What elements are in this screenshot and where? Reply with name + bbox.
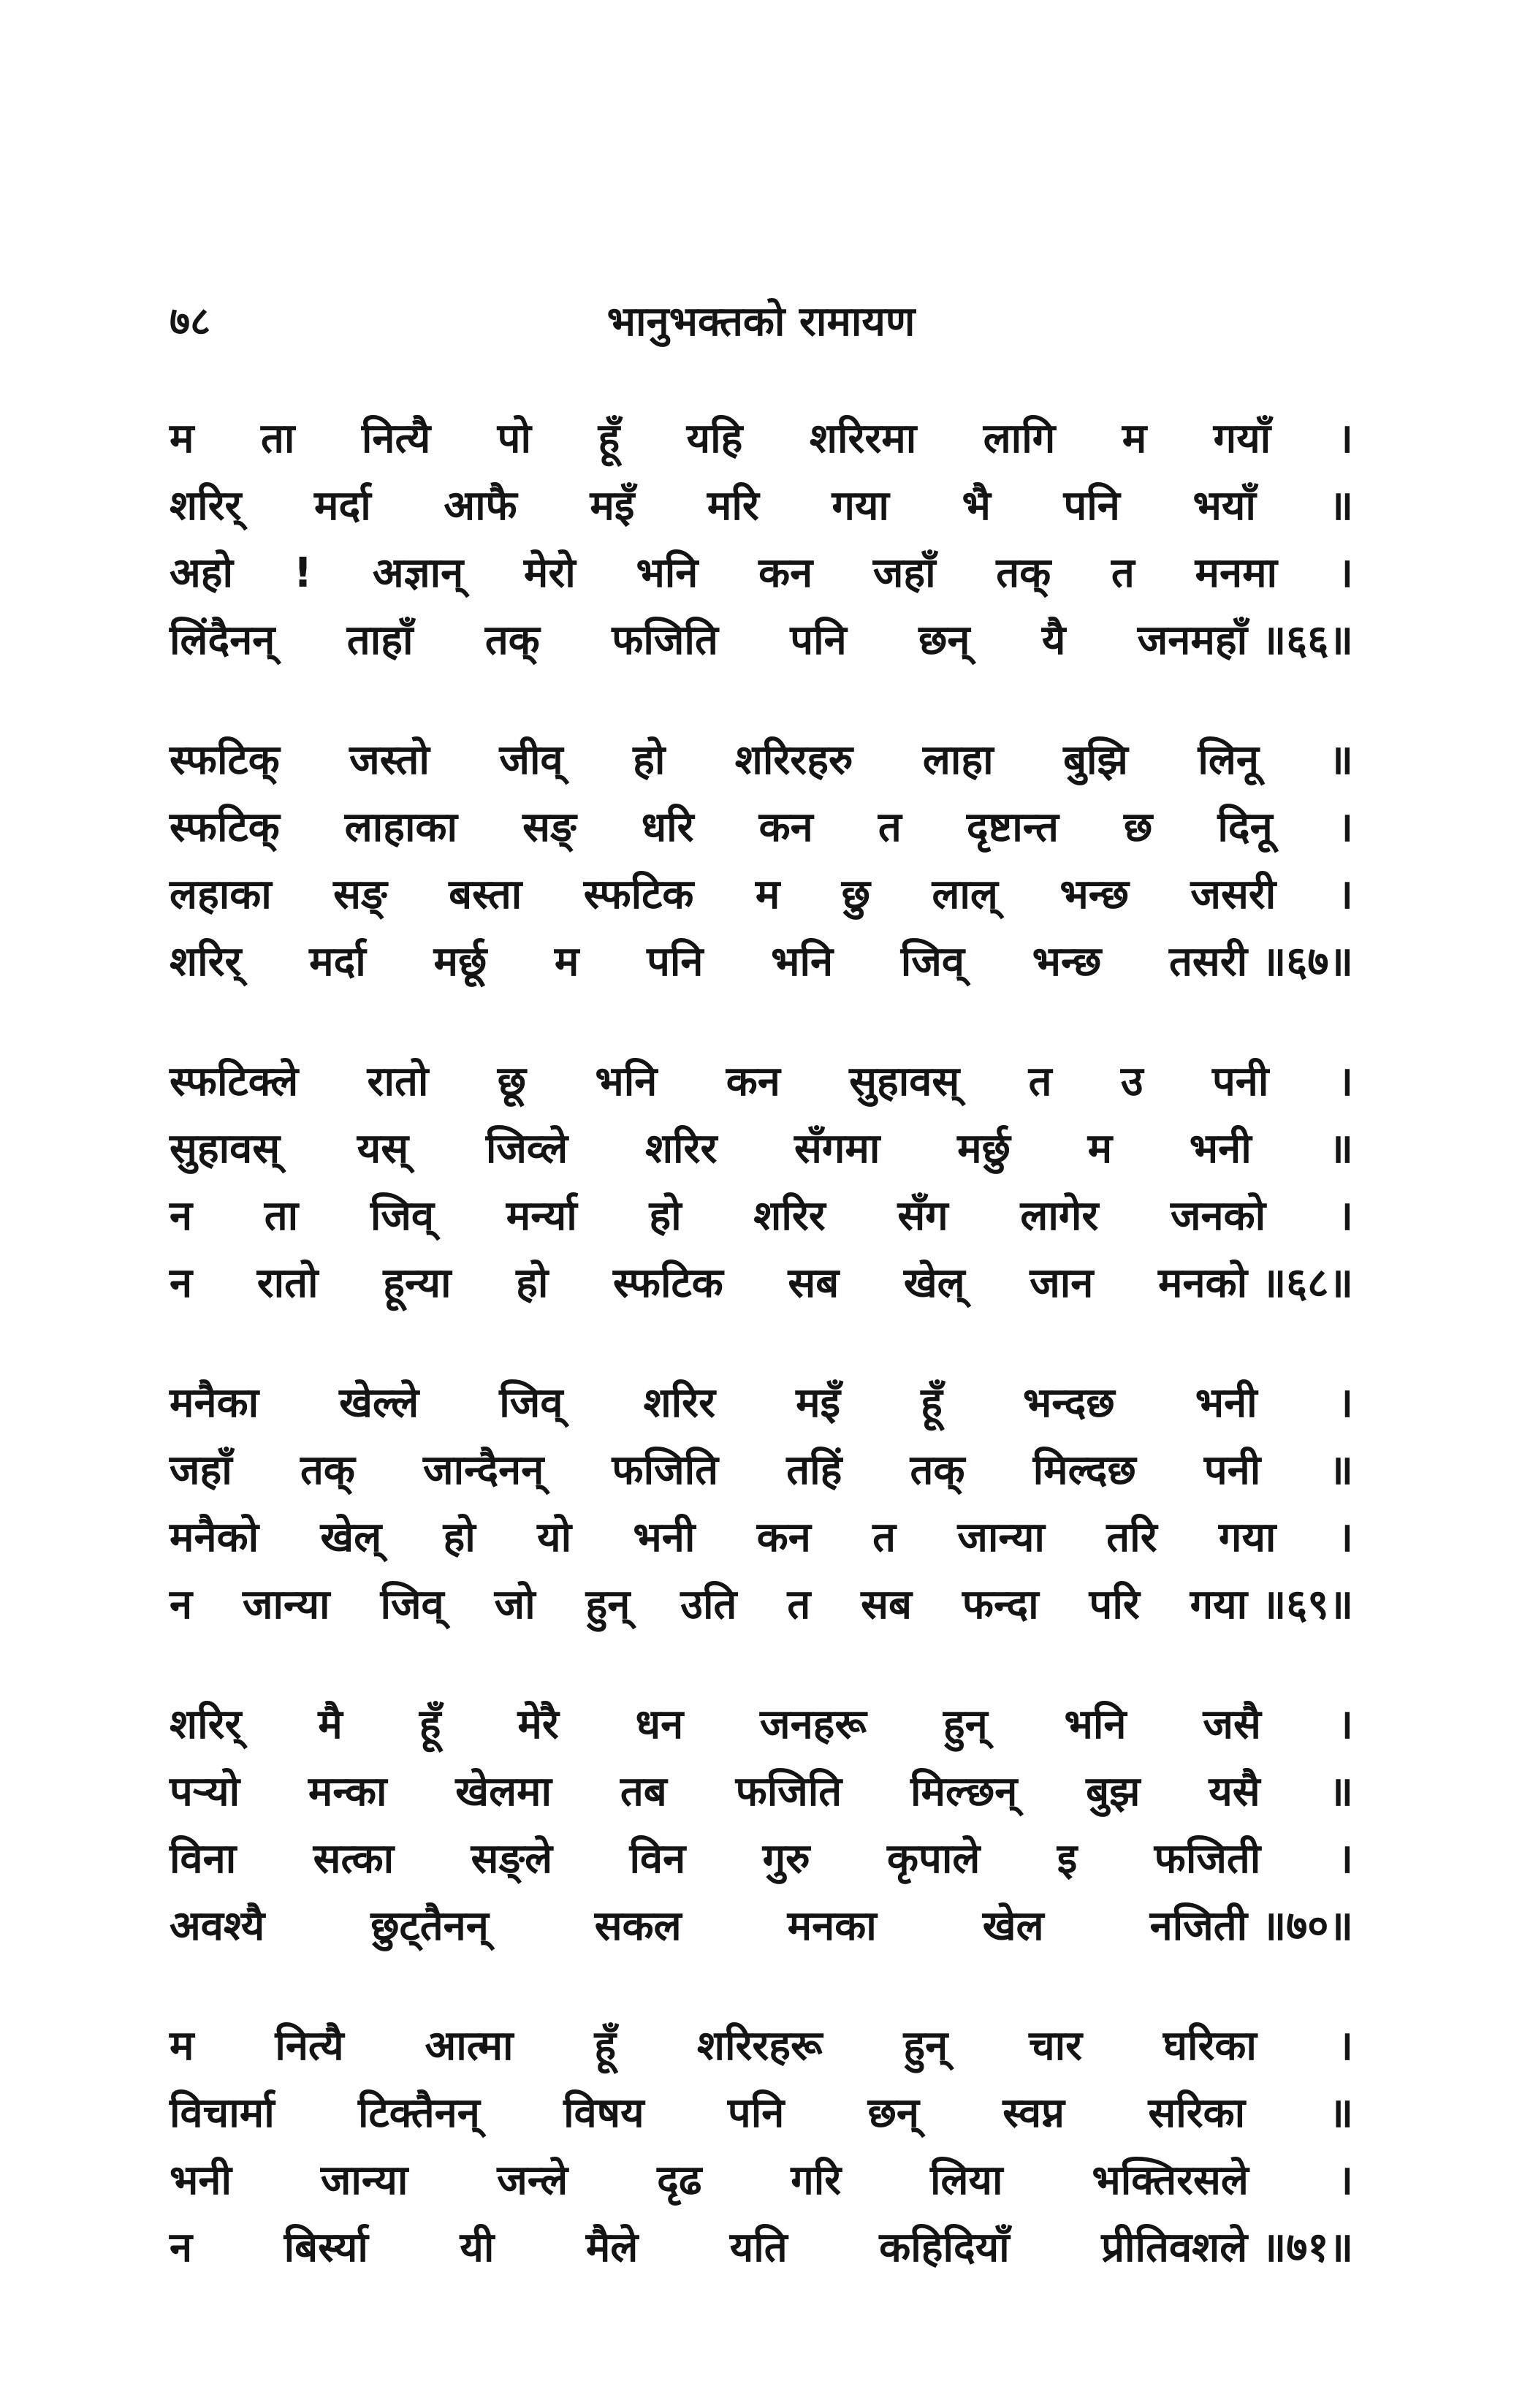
verse-word: छन् xyxy=(918,617,970,664)
verse-word: सङ् xyxy=(333,871,387,918)
verse-word: भनी xyxy=(1189,1125,1252,1173)
verse-stanza-66 xyxy=(170,409,1353,678)
verse-word: छन् xyxy=(867,2089,919,2137)
verse-word: खेल xyxy=(982,1902,1044,1950)
verse-word: ता xyxy=(260,415,295,462)
verse-word: छू xyxy=(497,1058,527,1105)
verse-word: गुरु xyxy=(762,1835,810,1883)
verse-word: रातो xyxy=(256,1260,319,1307)
verse-word: । xyxy=(1337,1379,1353,1427)
verse-word: सङ् xyxy=(522,804,577,851)
verse-word: लहाका xyxy=(170,871,272,918)
verse-word: म xyxy=(755,871,780,918)
verse-line xyxy=(170,544,1353,611)
verse-word: तक् xyxy=(910,1447,965,1494)
verse-word: हुन् xyxy=(585,1581,631,1628)
verse-word: ॥ xyxy=(1328,2089,1353,2137)
verse-word: यो xyxy=(537,1514,572,1561)
verse-word: न xyxy=(170,1260,193,1307)
verse-word: कहिदियाँ xyxy=(879,2224,1010,2271)
verse-word: न xyxy=(170,2224,193,2271)
verse-word: दृढ xyxy=(657,2157,702,2204)
verse-word: स्फटिक xyxy=(613,1260,723,1307)
verse-word: ॥ xyxy=(1328,1125,1353,1173)
verse-word: पनि xyxy=(647,938,704,986)
verse-word: हो xyxy=(516,1260,549,1307)
verse-word: त xyxy=(872,1514,897,1561)
verse-word: खेल् xyxy=(903,1260,965,1307)
verse-word: हूँ xyxy=(419,1701,441,1748)
verse-word: जान्दैनन् xyxy=(423,1447,544,1494)
verse-word: । xyxy=(1337,1514,1353,1561)
verse-word: विना xyxy=(170,1835,237,1883)
verse-word: स्फटिक् xyxy=(170,804,280,851)
verse-word: । xyxy=(1337,804,1353,851)
verse-word: जनमहाँ ॥६६॥ xyxy=(1137,617,1353,664)
verse-word: मर्छु xyxy=(957,1125,1011,1173)
verse-word: स्फटिक्ले xyxy=(170,1058,299,1105)
verse-word: शरिरहरु xyxy=(734,736,853,784)
verse-line xyxy=(170,932,1353,999)
verse-word: लिंदैनन् xyxy=(170,617,275,664)
verse-word: सुहावस् xyxy=(170,1125,281,1173)
verse-word: लाहा xyxy=(922,736,994,784)
verse-word: ॥ xyxy=(1328,736,1353,784)
verse-word: यस् xyxy=(357,1125,409,1173)
verse-word: जीव् xyxy=(499,736,563,784)
verse-word: उ xyxy=(1120,1058,1144,1105)
verse-line xyxy=(170,1508,1353,1575)
verse-word: म xyxy=(1087,1125,1113,1173)
verse-word: सकल xyxy=(594,1902,682,1950)
verse-word: जनको xyxy=(1170,1192,1266,1240)
verse-word: जिव् xyxy=(380,1581,444,1628)
verse-word: भन्छ xyxy=(1032,938,1102,986)
verse-word: विषय xyxy=(563,2089,644,2137)
verse-word: खेल् xyxy=(320,1514,382,1561)
page-number: ७८ xyxy=(170,298,211,344)
verse-word: भक्तिरसले xyxy=(1092,2157,1249,2204)
verse-word: छु xyxy=(841,871,871,918)
verse-word: भनि xyxy=(595,1058,658,1105)
verse-word: टिक्तैनन् xyxy=(358,2089,480,2137)
verse-word: म xyxy=(554,938,579,986)
verse-word: नजिती ॥७०॥ xyxy=(1149,1902,1353,1950)
verse-word: कृपाले xyxy=(887,1835,981,1883)
verse-word: तहिं xyxy=(786,1447,842,1494)
verse-word: गयाँ xyxy=(1213,415,1271,462)
verse-word: सँग xyxy=(897,1192,948,1240)
verse-word: मरि xyxy=(707,482,759,530)
verse-word: तक् xyxy=(996,549,1051,597)
verse-word: स्वप्न xyxy=(1002,2089,1065,2137)
verse-line xyxy=(170,798,1353,865)
verse-word: जान xyxy=(1030,1260,1094,1307)
verse-word: जहाँ xyxy=(170,1447,232,1494)
verse-word: भयाँ xyxy=(1192,482,1256,530)
verse-line xyxy=(170,1254,1353,1321)
verse-word: जान्या xyxy=(957,1514,1045,1561)
verse-line xyxy=(170,1695,1353,1762)
verse-word: ! xyxy=(293,549,313,597)
verse-word: अवश्यै xyxy=(170,1902,265,1950)
verse-line xyxy=(170,1186,1353,1254)
verse-word: बस्ता xyxy=(449,871,522,918)
verse-word: शरिरहरू xyxy=(696,2022,823,2070)
verse-stanza-68 xyxy=(170,1052,1353,1321)
verse-word: । xyxy=(1337,1701,1353,1748)
verse-word: मनमा xyxy=(1195,549,1278,597)
verse-word: भन्छ xyxy=(1059,871,1129,918)
verse-word: ॥ xyxy=(1328,1447,1353,1494)
verse-word: पनि xyxy=(727,2089,785,2137)
verse-word: सङ्ले xyxy=(471,1835,553,1883)
verse-word: बिर्स्या xyxy=(284,2224,368,2271)
verse-word: यहि xyxy=(686,415,743,462)
verse-word: । xyxy=(1337,549,1353,597)
verse-line xyxy=(170,2218,1353,2285)
verse-word: भनी xyxy=(633,1514,696,1561)
verse-word: जिव् xyxy=(900,938,964,986)
verse-line xyxy=(170,731,1353,798)
verse-word: भनी xyxy=(170,2157,232,2204)
verse-line xyxy=(170,2151,1353,2218)
verse-stanza-71 xyxy=(170,2016,1353,2285)
verse-word: तरि xyxy=(1106,1514,1157,1561)
verse-word: कन xyxy=(758,804,813,851)
verse-word: मेरै xyxy=(517,1701,559,1748)
verse-line xyxy=(170,1373,1353,1441)
verse-word: हून्या xyxy=(383,1260,452,1307)
verse-word: शरिर xyxy=(753,1192,826,1240)
verse-word: मर्दा xyxy=(309,938,366,986)
verse-line xyxy=(170,1575,1353,1642)
verse-word: । xyxy=(1337,871,1353,918)
verse-word: शरिर् xyxy=(170,1701,242,1748)
verse-word: पो xyxy=(497,415,531,462)
verse-word: खेल्ले xyxy=(339,1379,419,1427)
verse-word: अज्ञान् xyxy=(372,549,464,597)
verse-word: गया xyxy=(832,482,889,530)
verse-word: मइँ xyxy=(796,1379,841,1427)
verse-word: हुन् xyxy=(943,1701,988,1748)
verse-word: मिल्छन् xyxy=(910,1768,1018,1815)
verse-word: आफै xyxy=(444,482,517,530)
verse-word: न xyxy=(170,1192,193,1240)
verse-word: पनी xyxy=(1211,1058,1269,1105)
verse-word: फजिती xyxy=(1154,1835,1261,1883)
verse-word: चार xyxy=(1029,2022,1083,2070)
verse-word: जिव् xyxy=(499,1379,563,1427)
verse-line xyxy=(170,1119,1353,1186)
verse-word: । xyxy=(1337,2022,1353,2070)
verse-word: ॥ xyxy=(1328,482,1353,530)
verse-word: सरिका xyxy=(1148,2089,1246,2137)
verse-word: आत्मा xyxy=(425,2022,514,2070)
verse-word: शरिर् xyxy=(170,938,242,986)
verse-word: बुझि xyxy=(1063,736,1128,784)
verse-word: यसै xyxy=(1209,1768,1260,1815)
verse-word: त xyxy=(878,804,902,851)
verse-stanza-70 xyxy=(170,1695,1353,1964)
verse-word: दृष्टान्त xyxy=(966,804,1059,851)
verse-word: मर्छू xyxy=(433,938,487,986)
verse-word: स्फटिक xyxy=(583,871,694,918)
verse-line xyxy=(170,611,1353,678)
verse-line xyxy=(170,409,1353,476)
verse-word: जसै xyxy=(1203,1701,1261,1748)
verse-word: सब xyxy=(861,1581,912,1628)
verse-word: सत्का xyxy=(313,1835,395,1883)
verse-word: मनको ॥६८॥ xyxy=(1158,1260,1353,1307)
verse-word: शरिर् xyxy=(170,482,242,530)
verse-word: हुन् xyxy=(903,2022,948,2070)
verse-word: मिल्दछ xyxy=(1032,1447,1136,1494)
verse-word: जिव्ले xyxy=(485,1125,568,1173)
verse-word: फजिति xyxy=(612,617,718,664)
verse-word: कन xyxy=(758,549,813,597)
verse-word: मैले xyxy=(585,2224,639,2271)
verse-word: तब xyxy=(620,1768,667,1815)
verse-word: छुट्तैनन् xyxy=(370,1902,489,1950)
verse-word: नित्यै xyxy=(275,2022,344,2070)
verse-word: सब xyxy=(788,1260,840,1307)
verse-word: त xyxy=(1111,549,1135,597)
verse-word: ताहाँ xyxy=(346,617,414,664)
verse-word: मन्का xyxy=(308,1768,387,1815)
verse-word: हो xyxy=(649,1192,682,1240)
verse-word: । xyxy=(1337,2157,1353,2204)
verse-line xyxy=(170,1052,1353,1119)
verse-word: नित्यै xyxy=(361,415,431,462)
verse-line xyxy=(170,865,1353,932)
verse-word: हूँ xyxy=(594,2022,617,2070)
verse-word: घरिका xyxy=(1163,2022,1257,2070)
verse-line xyxy=(170,476,1353,544)
verse-word: बुझ xyxy=(1086,1768,1141,1815)
verse-word: । xyxy=(1337,1058,1353,1105)
verse-line xyxy=(170,2016,1353,2084)
verse-word: । xyxy=(1337,1192,1353,1240)
verse-word: मनैका xyxy=(170,1379,259,1427)
verse-word: ॥ xyxy=(1328,1768,1353,1815)
verse-word: । xyxy=(1337,1835,1353,1883)
verse-word: जान्या xyxy=(320,2157,408,2204)
verse-word: जनहरू xyxy=(760,1701,867,1748)
verse-line xyxy=(170,1762,1353,1829)
verse-word: कन xyxy=(726,1058,780,1105)
verse-word: धरि xyxy=(641,804,694,851)
verse-word: तक् xyxy=(484,617,540,664)
verse-word: प्रीतिवशले ॥७१॥ xyxy=(1101,2224,1353,2271)
verse-word: भन्दछ xyxy=(1022,1379,1115,1427)
verse-word: विन xyxy=(629,1835,686,1883)
verse-word: पऱ्यो xyxy=(170,1768,240,1815)
verse-word: हूँ xyxy=(598,415,620,462)
verse-word: सुहावस् xyxy=(849,1058,960,1105)
verse-word: जस्तो xyxy=(349,736,430,784)
verse-word: तसरी ॥६७॥ xyxy=(1168,938,1353,986)
verse-word: जन्ले xyxy=(497,2157,568,2204)
verse-word: मेरो xyxy=(523,549,576,597)
verse-word: लागेर xyxy=(1020,1192,1099,1240)
verse-word: जान्या xyxy=(243,1581,330,1628)
verse-word: शरिर xyxy=(643,1379,715,1427)
verse-line xyxy=(170,1897,1353,1964)
verse-word: जो xyxy=(494,1581,536,1628)
verse-word: मनका xyxy=(787,1902,877,1950)
verse-word: शरिर xyxy=(644,1125,718,1173)
verse-stanza-67 xyxy=(170,731,1353,999)
verse-word: भै xyxy=(962,482,991,530)
verse-word: शरिरमा xyxy=(809,415,917,462)
verse-word: स्फटिक् xyxy=(170,736,280,784)
verse-word: इ xyxy=(1057,1835,1078,1883)
verse-word: धन xyxy=(635,1701,684,1748)
verse-word: तक् xyxy=(300,1447,355,1494)
verse-word: लिनू xyxy=(1198,736,1259,784)
verse-word: गया xyxy=(1218,1514,1276,1561)
verse-word: यी xyxy=(460,2224,495,2271)
verse-word: मनैको xyxy=(170,1514,259,1561)
verse-word: लिया xyxy=(930,2157,1003,2204)
verse-line xyxy=(170,1441,1353,1508)
verse-word: मर्न्या xyxy=(506,1192,577,1240)
verse-word: म xyxy=(1122,415,1147,462)
verse-word: त xyxy=(1028,1058,1052,1105)
verse-word: भनि xyxy=(771,938,834,986)
verse-word: परि xyxy=(1089,1581,1140,1628)
verse-word: । xyxy=(1337,415,1353,462)
verse-word: फजिति xyxy=(735,1768,842,1815)
verse-word: फजिति xyxy=(612,1447,719,1494)
verse-stanza-69 xyxy=(170,1373,1353,1642)
running-head: भानुभक्तको रामायण xyxy=(606,298,916,346)
verse-word: सँगमा xyxy=(794,1125,880,1173)
verse-word: मइँ xyxy=(590,482,635,530)
verse-word: अहो xyxy=(170,549,234,597)
verse-line xyxy=(170,1829,1353,1897)
verse-word: जिव् xyxy=(370,1192,435,1240)
verse-word: उति xyxy=(680,1581,737,1628)
verse-word: पनि xyxy=(1063,482,1120,530)
verse-word: गया ॥६९॥ xyxy=(1190,1581,1353,1628)
verse-word: लाल् xyxy=(932,871,998,918)
verse-word: यै xyxy=(1041,617,1066,664)
verse-word: मै xyxy=(318,1701,343,1748)
verse-word: छ xyxy=(1124,804,1153,851)
verse-word: खेलमा xyxy=(455,1768,552,1815)
verse-word: हो xyxy=(633,736,666,784)
verse-word: म xyxy=(170,415,194,462)
verse-word: न xyxy=(170,1581,193,1628)
verse-word: जहाँ xyxy=(872,549,936,597)
verse-word: मर्दा xyxy=(314,482,371,530)
verse-word: भनि xyxy=(636,549,699,597)
verse-word: त xyxy=(787,1581,811,1628)
verse-word: फन्दा xyxy=(962,1581,1039,1628)
verse-word: यति xyxy=(729,2224,788,2271)
verse-word: लाहाका xyxy=(344,804,458,851)
verse-word: पनि xyxy=(790,617,847,664)
verse-word: म xyxy=(170,2022,194,2070)
verse-word: भनि xyxy=(1064,1701,1127,1748)
verse-word: रातो xyxy=(367,1058,429,1105)
verse-word: हूँ xyxy=(921,1379,943,1427)
verse-word: भनी xyxy=(1195,1379,1257,1427)
verse-word: दिनू xyxy=(1217,804,1273,851)
verse-word: विचार्मा xyxy=(170,2089,275,2137)
verse-word: पनी xyxy=(1203,1447,1261,1494)
verse-word: ता xyxy=(264,1192,299,1240)
verse-line xyxy=(170,2084,1353,2151)
verse-word: हो xyxy=(443,1514,476,1561)
verse-word: जसरी xyxy=(1190,871,1276,918)
verse-word: लागि xyxy=(983,415,1056,462)
verse-word: गरि xyxy=(791,2157,842,2204)
verse-word: कन xyxy=(756,1514,811,1561)
